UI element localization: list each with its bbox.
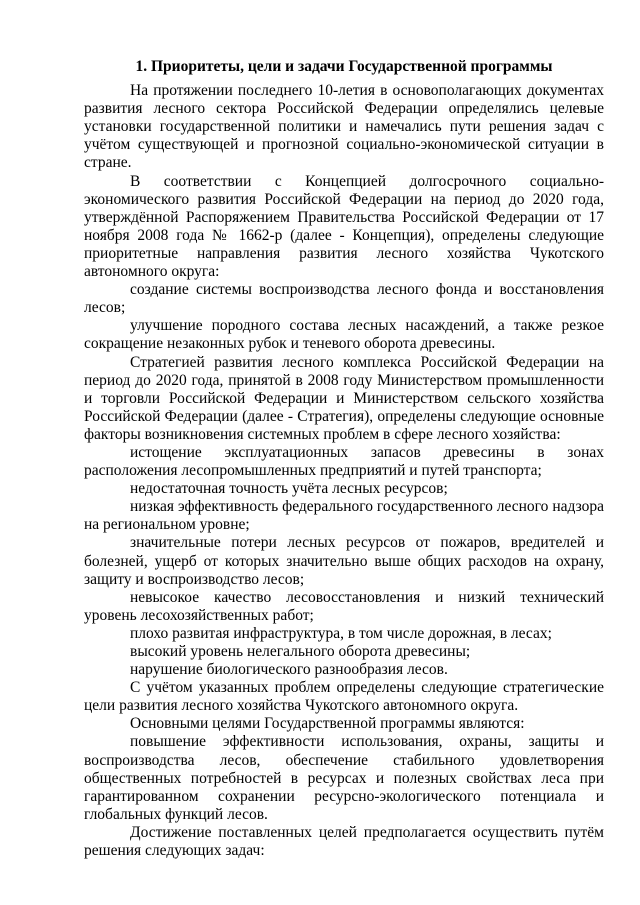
paragraph-priority-2: улучшение породного состава лесных насаждений, а также резкое сокращение незаконных рубок и теневого оборота древесины. (84, 317, 604, 353)
paragraph-goal-1: повышение эффективности использования, охраны, защиты и воспроизводства лесов, обеспечение стабильного удовлетворения общественных потребностей в ресурсах и полезных свойствах леса при гарантированном сохранении ресурсно-экологического потенциала и глобальных функций лесов. (84, 733, 604, 823)
paragraph-problem-6: плохо развитая инфраструктура, в том числе дорожная, в лесах; (130, 624, 552, 642)
paragraph-strategy: Стратегией развития лесного комплекса Российской Федерации на период до 2020 года, принятой в 2008 году Министерством промышленности и торговли Российской Федерации и Министерством сельского хозяйства Российской Федерации (далее - Стратегия), определены следующие основные факторы возникновения системных проблем в сфере лесного хозяйства: (84, 353, 604, 443)
paragraph-problem-2: недостаточная точность учёта лесных ресурсов; (130, 480, 448, 498)
paragraph-problem-8: нарушение биологического разнообразия лесов. (130, 661, 448, 679)
paragraph-tasks-intro: Достижение поставленных целей предполагается осуществить путём решения следующих задач: (84, 823, 604, 860)
paragraph-concept: В соответствии с Концепцией долгосрочного социально-экономического развития Российской Федерации на период до 2020 года, утверждённой Распоряжением Правительства Российской Федерации от 17 ноября 2008 года № 1662-р (далее - Концепция), определены следующие приоритетные направления развития лесного хозяйства Чукотского автономного округа: (84, 172, 604, 281)
paragraph-problem-3: низкая эффективность федерального государственного лесного надзора на региональном уровне; (84, 498, 604, 534)
paragraph-problem-7: высокий уровень нелегального оборота древесины; (130, 643, 471, 660)
paragraph-problem-1: истощение эксплуатационных запасов древесины в зонах расположения лесопромышленных предприятий и путей транспорта; (84, 443, 604, 480)
paragraph-problem-5: невысокое качество лесовосстановления и низкий технический уровень лесохозяйственных работ; (84, 588, 604, 624)
paragraph-problem-4: значительные потери лесных ресурсов от пожаров, вредителей и болезней, ущерб от которых значительно выше общих расходов на охрану, защиту и воспроизводство лесов; (84, 534, 604, 588)
section-heading: 1. Приоритеты, цели и задачи Государственной программы (135, 58, 553, 75)
paragraph-intro: На протяжении последнего 10-летия в основополагающих документах развития лесного сектора Российской Федерации определялись целевые установки государственной политики и намечались пути решения задач с учётом существующей и прогнозной социально-экономической ситуации в стране. (84, 82, 604, 172)
document-page (84, 58, 604, 860)
paragraph-goals-intro: С учётом указанных проблем определены следующие стратегические цели развития лесного хозяйства Чукотского автономного округа. (84, 679, 604, 715)
paragraph-main-goals: Основными целями Государственной программы являются: (130, 715, 525, 733)
paragraph-priority-1: создание системы воспроизводства лесного фонда и восстановления лесов; (84, 281, 604, 317)
